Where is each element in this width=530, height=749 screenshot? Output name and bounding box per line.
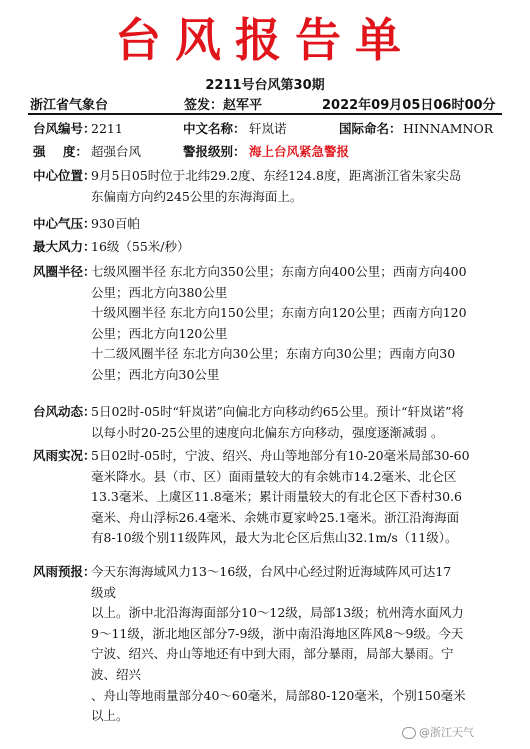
forecast-line: 宁波、绍兴、舟山等地还有中到大雨，部分暴雨，局部大暴雨。宁 <box>91 646 454 662</box>
strength-label: 强 度： <box>33 144 88 159</box>
alert-value: 海上台风紧急警报 <box>249 144 350 159</box>
wind-value: 16级（55米/秒） <box>91 239 190 254</box>
center-label: 中心位置： <box>33 168 96 183</box>
rain-line: 毫米降水。县（市、区）面雨量较大的有余姚市14.2毫米、北仑区 <box>91 468 457 484</box>
issue-number: 2211号台风第30期 <box>205 78 325 93</box>
radius-line: 公里；西北方向380公里 <box>91 284 228 300</box>
weibo-watermark <box>402 724 474 740</box>
strength-value: 超强台风 <box>91 144 142 159</box>
forecast-line: 以上。浙中北沿海海面部分10～12级，局部13级；杭州湾水面风力 <box>91 605 464 621</box>
pressure-row <box>33 214 140 234</box>
motion-label: 台风动态： <box>33 404 96 419</box>
issue-datetime: 2022年09月05日06时00分 <box>322 98 496 113</box>
forecast-line: 、舟山等地雨量部分40～60毫米，局部80-120毫米，个别150毫米 <box>91 687 466 703</box>
header-divider <box>28 113 502 115</box>
rain-line: 有8-10级个别11级阵风，最大为北仑区后焦山32.1m/s（11级）。 <box>91 530 458 546</box>
forecast-label: 风雨预报： <box>33 564 96 579</box>
signer: 签发：赵军平 <box>184 98 263 113</box>
number-row <box>33 119 494 139</box>
intl-name-label: 国际命名： <box>339 121 402 136</box>
alert-label: 警报级别： <box>183 144 246 159</box>
rain-line: 5日02时-05时，宁波、绍兴、舟山等地部分有10-20毫米局部30-60 <box>91 448 470 463</box>
rain-line: 13.3毫米、上虞区11.8毫米；累计雨量较大的有北仑区下香村30.6 <box>91 489 462 505</box>
rain-label: 风雨实况： <box>33 448 96 463</box>
weibo-icon <box>402 727 416 739</box>
radius-line: 七级风圈半径 东北方向350公里；东南方向400公里；西南方向400 <box>91 264 467 279</box>
center-line: 东偏南方向约245公里的东海海面上。 <box>91 188 303 204</box>
pressure-value: 930百帕 <box>91 216 140 231</box>
rain-line: 毫米、舟山浮标26.4毫米、余姚市夏家岭25.1毫米。浙江沿海海面 <box>91 509 460 525</box>
cn-name-label: 中文名称： <box>183 121 246 136</box>
pressure-label: 中心气压： <box>33 216 96 231</box>
radius-line: 十二级风圈半径 东北方向30公里；东南方向30公里；西南方向30 <box>91 346 456 362</box>
number-value: 2211 <box>91 121 123 136</box>
radius-line: 公里；西北方向30公里 <box>91 366 220 382</box>
center-line: 9月5日05时位于北纬29.2度、东经124.8度，距离浙江省朱家尖岛 <box>91 168 462 183</box>
number-label: 台风编号： <box>33 121 96 136</box>
cn-name-value: 轩岚诺 <box>249 121 287 136</box>
forecast-line: 9～11级，浙北地区部分7-9级，浙中南沿海地区阵风8～9级。今天 <box>91 625 464 641</box>
strength-row <box>33 142 350 162</box>
radius-line: 十级风圈半径 东北方向150公里；东南方向120公里；西南方向120 <box>91 305 467 321</box>
agency-name: 浙江省气象台 <box>30 98 109 113</box>
forecast-line: 级或 <box>91 584 117 600</box>
wind-row <box>33 237 190 257</box>
motion-line: 5日02时-05时“轩岚诺”向偏北方向移动约65公里。预计“轩岚诺”将 <box>91 404 464 419</box>
radius-line: 公里；西北方向120公里 <box>91 325 228 341</box>
intl-name-value: HINNAMNOR <box>403 121 494 136</box>
report-title: 台风报告单 <box>115 13 415 67</box>
forecast-line: 波、绍兴 <box>91 666 142 682</box>
motion-line: 以每小时20-25公里的速度向北偏东方向移动，强度逐渐减弱 。 <box>91 424 444 440</box>
forecast-line: 以上。 <box>91 708 129 724</box>
header-row <box>30 94 502 112</box>
forecast-line: 今天东海海域风力13～16级，台风中心经过附近海域阵风可达17 <box>91 564 452 579</box>
wind-label: 最大风力： <box>33 239 96 254</box>
watermark-text: @浙江天气 <box>419 726 474 739</box>
radius-label: 风圈半径： <box>33 264 96 279</box>
